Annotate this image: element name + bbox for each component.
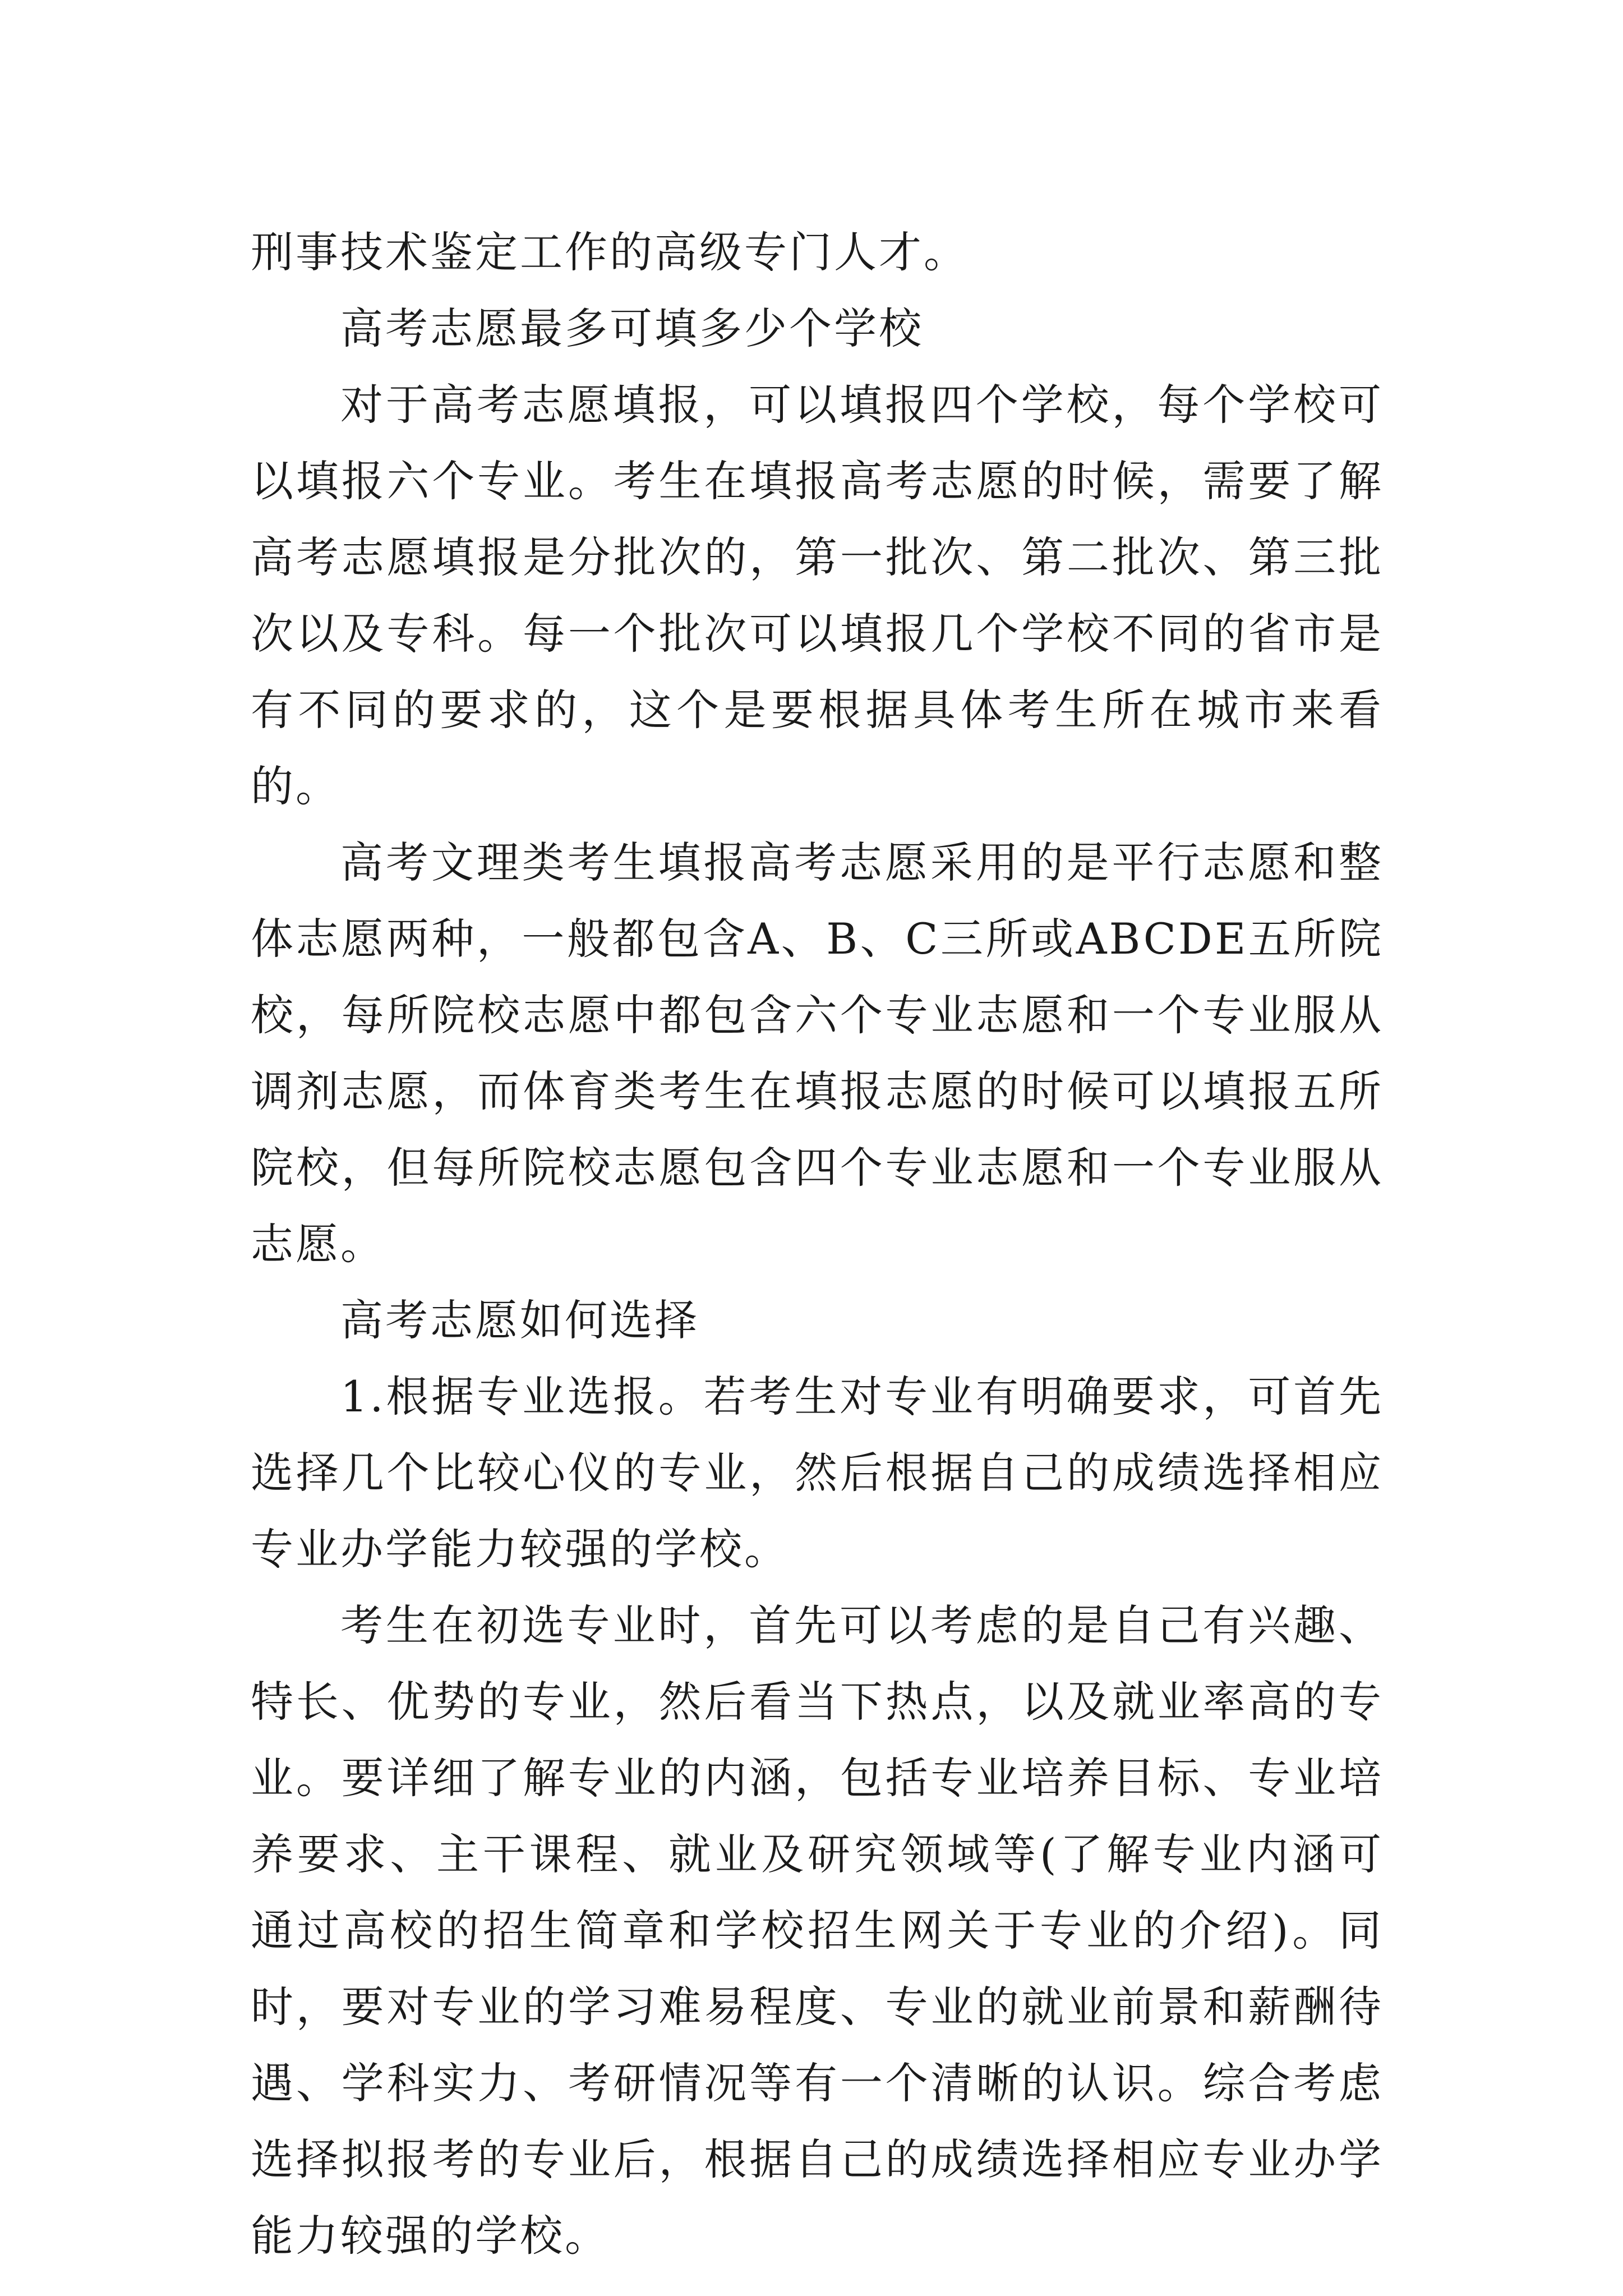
section-heading-how-to-choose: 高考志愿如何选择 xyxy=(340,1295,699,1345)
section-heading-how-many-schools: 高考志愿最多可填多少个学校 xyxy=(340,303,924,353)
paragraph-choose-by-major: 1.根据专业选报。若考生对专业有明确要求，可首先选择几个比较心仪的专业，然后根据自己的成绩选择相应专业办学能力较强的学校。 xyxy=(251,1372,1384,1574)
paragraph-major-consideration: 考生在初选专业时，首先可以考虑的是自己有兴趣、特长、优势的专业，然后看当下热点，以及就业率高的专业。要详细了解专业的内涵，包括专业培养目标、专业培养要求、主干课程、就业及研究领域等(了解专业内涵可通过高校的招生简章和学校招生网关于专业的介绍)。同时，要对专业的学习难易程度、专业的就业前景和薪酬待遇、学科实力、考研情况等有一个清晰的认识。综合考虑选择拟报考的专业后，根据自己的成绩选择相应专业办学能力较强的学校。 xyxy=(251,1600,1384,2261)
document-body xyxy=(251,214,1384,2274)
paragraph-parallel-volunteer: 高考文理类考生填报高考志愿采用的是平行志愿和整体志愿两种，一般都包含A、B、C三所或ABCDE五所院校，每所院校志愿中都包含六个专业志愿和一个专业服从调剂志愿，而体育类考生在填报志愿的时候可以填报五所院校，但每所院校志愿包含四个专业志愿和一个专业服从志愿。 xyxy=(251,838,1384,1269)
paragraph-filling-rules: 对于高考志愿填报，可以填报四个学校，每个学校可以填报六个专业。考生在填报高考志愿的时候，需要了解高考志愿填报是分批次的，第一批次、第二批次、第三批次以及专科。每一个批次可以填报几个学校不同的省市是有不同的要求的，这个是要根据具体考生所在城市来看的。 xyxy=(251,380,1384,811)
paragraph-continuation: 刑事技术鉴定工作的高级专门人才。 xyxy=(251,227,969,277)
